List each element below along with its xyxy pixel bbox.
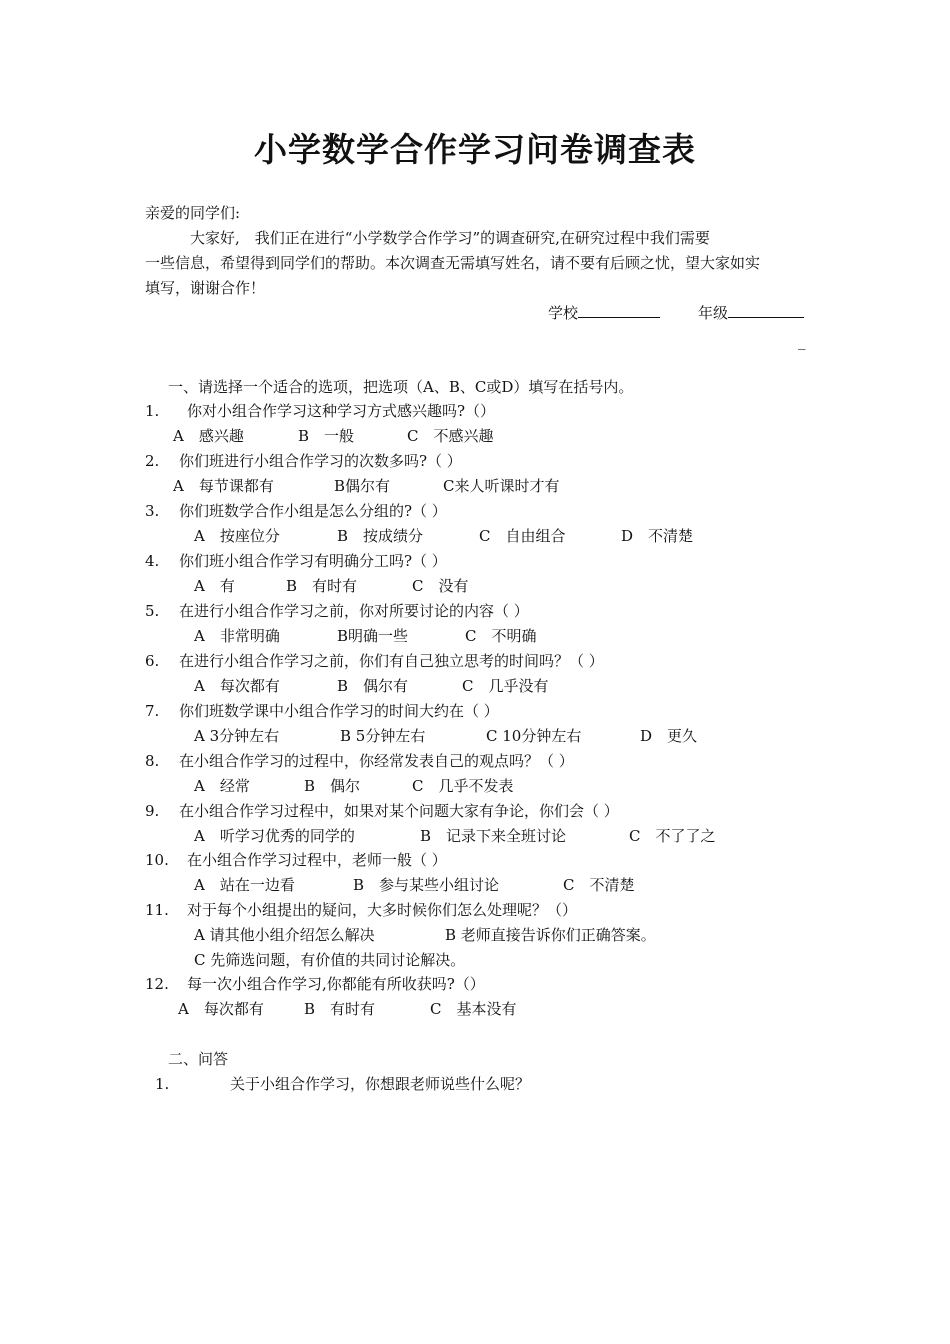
question-4-option-b[interactable]: B 有时有 <box>286 577 358 595</box>
section-1-heading: 一、请选择一个适合的选项，把选项（A、B、C或D）填写在括号内。 <box>168 378 634 396</box>
question-3-option-b[interactable]: B 按成绩分 <box>337 527 424 545</box>
open-question-1-text: 关于小组合作学习，你想跟老师说些什么呢？ <box>230 1075 531 1093</box>
question-3-option-c[interactable]: C 自由组合 <box>479 527 566 545</box>
question-12-text: 每一次小组合作学习,你都能有所收获吗?（） <box>187 975 485 993</box>
question-1-text: 你对小组合作学习这种学习方式感兴趣吗?（） <box>187 402 496 420</box>
question-4-option-a[interactable]: A 有 <box>194 577 235 595</box>
question-10-number: 10. <box>145 851 169 869</box>
question-9-text: 在小组合作学习过程中，如果对某个问题大家有争论，你们会（ ） <box>179 802 619 820</box>
question-3-option-a[interactable]: A 按座位分 <box>194 527 280 545</box>
question-11-option-a[interactable]: A 请其他小组介绍怎么解决 <box>194 926 375 944</box>
question-1-option-a[interactable]: A 感兴趣 <box>173 427 244 445</box>
question-2-option-c[interactable]: C来人听课时才有 <box>443 477 560 495</box>
question-7-option-d[interactable]: D 更久 <box>640 727 698 745</box>
question-12-number: 12. <box>145 975 169 993</box>
question-7-option-a[interactable]: A 3分钟左右 <box>194 727 280 745</box>
school-label: 学校 <box>548 304 579 322</box>
question-2-text: 你们班进行小组合作学习的次数多吗?（ ） <box>179 452 462 470</box>
question-2-option-a[interactable]: A 每节课都有 <box>173 477 274 495</box>
question-4-number: 4. <box>145 552 160 570</box>
intro-line-3: 填写，谢谢合作！ <box>145 279 266 297</box>
question-11-option-c[interactable]: C 先筛选问题，有价值的共同讨论解决。 <box>194 951 466 969</box>
question-8-option-c[interactable]: C 几乎不发表 <box>412 777 514 795</box>
school-field <box>548 302 660 324</box>
document-title: 小学数学合作学习问卷调查表 <box>254 130 696 169</box>
question-5-option-c[interactable]: C 不明确 <box>465 627 537 645</box>
question-1-option-b[interactable]: B 一般 <box>298 427 355 445</box>
question-9-option-b[interactable]: B 记录下来全班讨论 <box>420 827 567 845</box>
question-6-text: 在进行小组合作学习之前，你们有自己独立思考的时间吗？（ ） <box>179 652 604 670</box>
grade-blank[interactable] <box>728 303 804 318</box>
question-7-option-b[interactable]: B 5分钟左右 <box>340 727 426 745</box>
question-12-option-a[interactable]: A 每次都有 <box>178 1000 264 1018</box>
question-9-number: 9. <box>145 802 160 820</box>
grade-label: 年级 <box>698 304 729 322</box>
question-10-option-c[interactable]: C 不清楚 <box>563 876 635 894</box>
question-8-option-a[interactable]: A 经常 <box>194 777 250 795</box>
question-6-number: 6. <box>145 652 160 670</box>
question-8-option-b[interactable]: B 偶尔 <box>304 777 361 795</box>
question-5-option-a[interactable]: A 非常明确 <box>194 627 280 645</box>
grade-field <box>698 302 804 324</box>
question-8-text: 在小组合作学习的过程中，你经常发表自己的观点吗？（ ） <box>179 752 574 770</box>
question-5-text: 在进行小组合作学习之前，你对所要讨论的内容（ ） <box>179 602 529 620</box>
question-7-number: 7. <box>145 702 160 720</box>
question-9-option-a[interactable]: A 听学习优秀的同学的 <box>194 827 355 845</box>
question-1-number: 1. <box>145 402 160 420</box>
question-10-text: 在小组合作学习过程中，老师一般（ ） <box>187 851 447 869</box>
question-4-text: 你们班小组合作学习有明确分工吗?（ ） <box>179 552 447 570</box>
intro-line-2: 一些信息，希望得到同学们的帮助。本次调查无需填写姓名，请不要有后顾之忧，望大家如实 <box>145 254 761 272</box>
question-7-option-c[interactable]: C 10分钟左右 <box>486 727 582 745</box>
question-5-number: 5. <box>145 602 160 620</box>
question-6-option-c[interactable]: C 几乎没有 <box>462 677 549 695</box>
question-7-text: 你们班数学课中小组合作学习的时间大约在（ ） <box>179 702 499 720</box>
grade-blank-continuation: _ <box>798 332 806 350</box>
question-11-number: 11. <box>145 901 169 919</box>
question-2-option-b[interactable]: B偶尔有 <box>334 477 391 495</box>
question-4-option-c[interactable]: C 没有 <box>412 577 469 595</box>
question-11-text: 对于每个小组提出的疑问，大多时候你们怎么处理呢？（） <box>187 901 578 919</box>
question-10-option-a[interactable]: A 站在一边看 <box>194 876 295 894</box>
open-question-1-number: 1. <box>155 1075 170 1093</box>
question-1-option-c[interactable]: C 不感兴趣 <box>407 427 494 445</box>
school-blank[interactable] <box>578 303 660 318</box>
question-3-text: 你们班数学合作小组是怎么分组的?（ ） <box>179 502 447 520</box>
greeting: 亲爱的同学们: <box>145 204 241 222</box>
section-2-heading: 二、问答 <box>168 1050 229 1068</box>
question-6-option-b[interactable]: B 偶尔有 <box>337 677 409 695</box>
question-5-option-b[interactable]: B明确一些 <box>337 627 409 645</box>
question-8-number: 8. <box>145 752 160 770</box>
question-3-option-d[interactable]: D 不清楚 <box>621 527 694 545</box>
question-2-number: 2. <box>145 452 160 470</box>
intro-line-1: 大家好, 我们正在进行“小学数学合作学习”的调查研究,在研究过程中我们需要 <box>190 229 710 247</box>
question-3-number: 3. <box>145 502 160 520</box>
question-12-option-c[interactable]: C 基本没有 <box>430 1000 517 1018</box>
question-11-option-b[interactable]: B 老师直接告诉你们正确答案。 <box>445 926 656 944</box>
question-12-option-b[interactable]: B 有时有 <box>304 1000 376 1018</box>
question-9-option-c[interactable]: C 不了了之 <box>629 827 716 845</box>
question-6-option-a[interactable]: A 每次都有 <box>194 677 280 695</box>
question-10-option-b[interactable]: B 参与某些小组讨论 <box>353 876 500 894</box>
